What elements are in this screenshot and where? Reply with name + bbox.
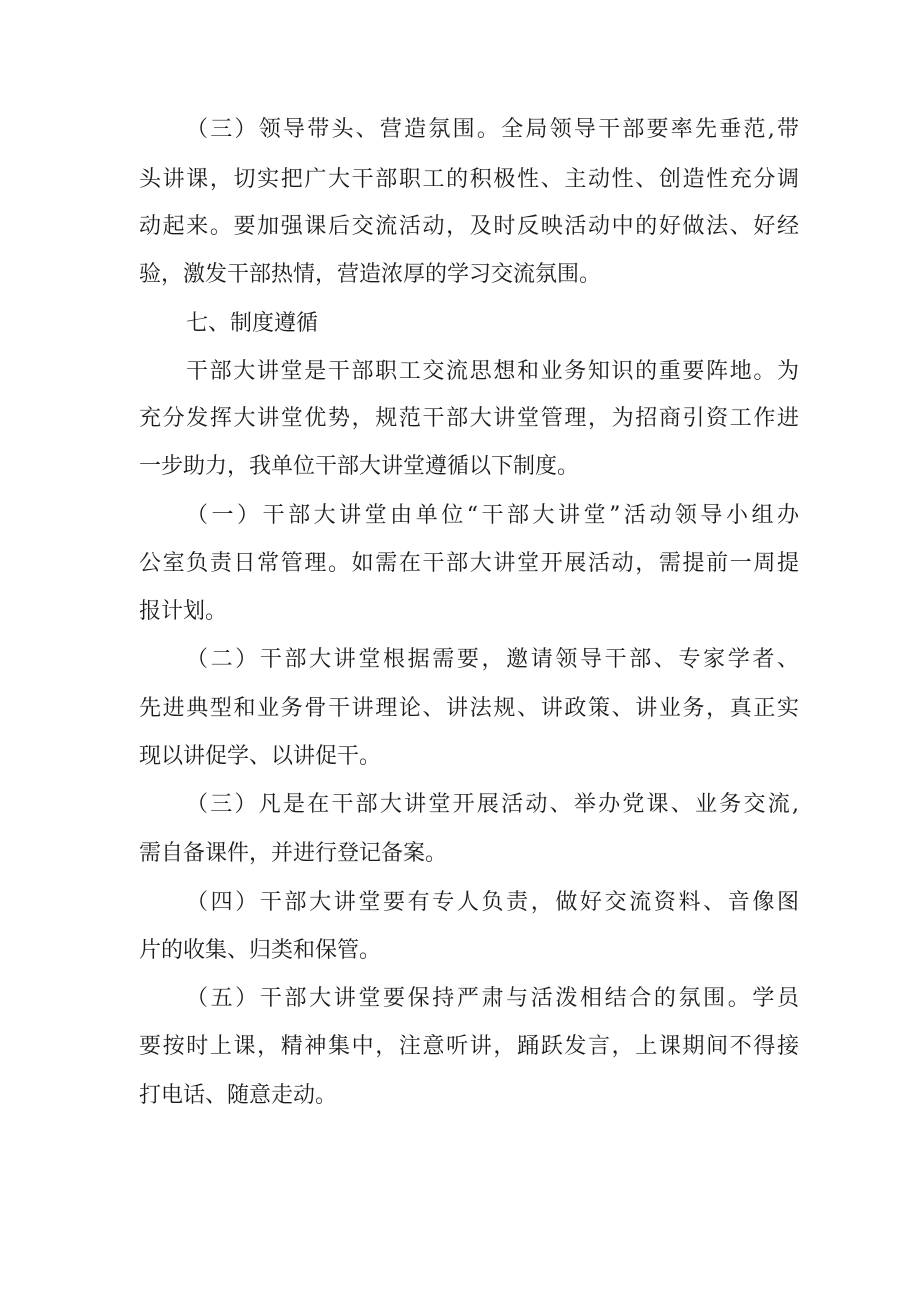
text-line: （三）凡是在干部大讲堂开展活动、举办党课、业务交流, <box>186 792 799 817</box>
text-line: 验，激发干部热情，营造浓厚的学习交流氛围。 <box>139 262 602 287</box>
text-line: 要按时上课，精神集中，注意听讲，踊跃发言，上课期间不得接 <box>139 1034 799 1059</box>
text-line: 片的收集、归类和保管。 <box>139 938 382 963</box>
text-line: （五）干部大讲堂要保持严肃与活泼相结合的氛围。学员 <box>186 986 799 1011</box>
text-line: （二）干部大讲堂根据需要，邀请领导干部、专家学者、 <box>186 647 799 672</box>
text-line: （四）干部大讲堂要有专人负责，做好交流资料、音像图 <box>186 890 799 915</box>
text-line: （一）干部大讲堂由单位“干部大讲堂”活动领导小组办 <box>186 503 799 528</box>
text-line: 充分发挥大讲堂优势，规范干部大讲堂管理，为招商引资工作进 <box>139 406 799 431</box>
text-line: 头讲课，切实把广大干部职工的积极性、主动性、创造性充分调 <box>139 167 799 192</box>
text-line: 打电话、随意走动。 <box>139 1083 338 1108</box>
text-line: 动起来。要加强课后交流活动，及时反映活动中的好做法、好经 <box>139 214 799 239</box>
section-heading: 七、制度遵循 <box>186 311 319 336</box>
text-line: 需自备课件，并进行登记备案。 <box>139 841 448 866</box>
text-line: 公室负责日常管理。如需在干部大讲堂开展活动，需提前一周提 <box>139 551 799 576</box>
text-line: 一步助力，我单位干部大讲堂遵循以下制度。 <box>139 454 580 479</box>
text-line: 现以讲促学、以讲促干。 <box>139 744 382 769</box>
text-line: 先进典型和业务骨干讲理论、讲法规、讲政策、讲业务，真正实 <box>139 696 799 721</box>
text-line: 干部大讲堂是干部职工交流思想和业务知识的重要阵地。为 <box>186 359 799 384</box>
text-line: 报计划。 <box>139 599 228 624</box>
text-line: （三）领导带头、营造氛围。全局领导干部要率先垂范,带 <box>186 117 799 142</box>
